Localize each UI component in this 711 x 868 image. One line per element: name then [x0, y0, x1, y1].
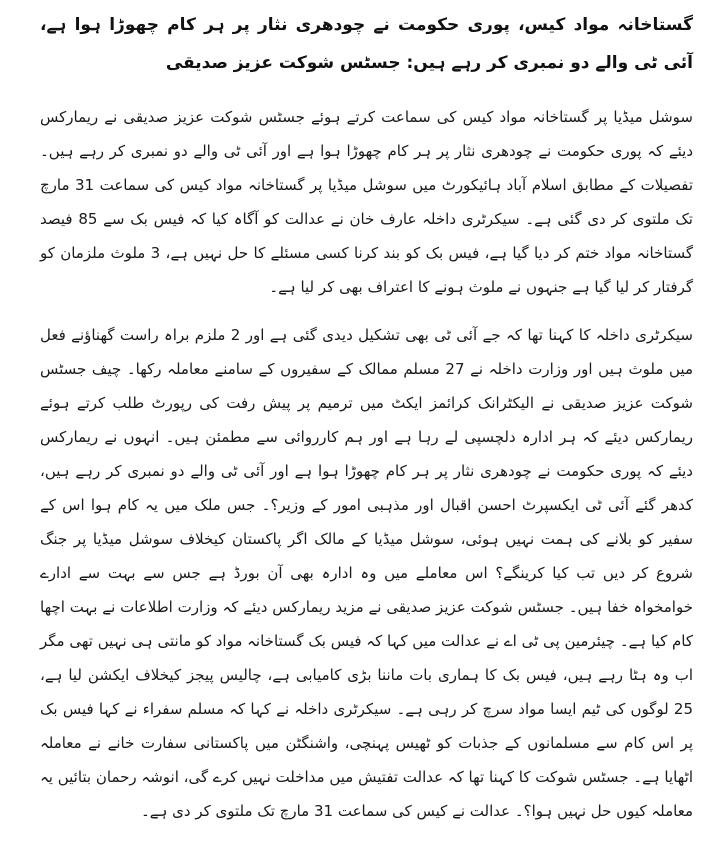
article-paragraph-1: سوشل میڈیا پر گستاخانہ مواد کیس کی سماعت کرتے ہوئے جسٹس شوکت عزیز صدیقی نے ریمارکس دیئے کہ پوری حکومت نے چودھری نثار پر ہر کام چھوڑا ہوا ہے اور آئی ٹی والے دو نمبری کر رہے ہیں۔ تفصیلات کے مطابق اسلام آباد ہائیکورٹ میں سوشل میڈیا پر گستاخانہ مواد کیس کی سماعت 31 مارچ تک ملتوی کر دی گئی ہے۔ سیکرٹری داخلہ عارف خان نے عدالت کو آگاہ کیا کہ فیس بک سے 85 فیصد گستاخانہ مواد ختم کر دیا گیا ہے، فیس بک کو بند کرنا کسی مسئلے کا حل نہیں ہے، 3 ملوث ملزمان کو گرفتار کر لیا گیا ہے جنہوں نے ملوث ہونے کا اعتراف بھی کر لیا ہے۔ [40, 108, 694, 296]
article-headline: گستاخانہ مواد کیس، پوری حکومت نے چودھری نثار پر ہر کام چھوڑا ہوا ہے، آئی ٹی والے دو نمبری کر رہے ہیں: جسٹس شوکت عزیز صدیقی [40, 15, 693, 73]
article [40, 6, 693, 862]
article-paragraph-2: سیکرٹری داخلہ کا کہنا تھا کہ جے آئی ٹی بھی تشکیل دیدی گئی ہے اور 2 ملزم براہ راست گھناؤنے فعل میں ملوث ہیں اور وزارت داخلہ نے 27 مسلم ممالک کے سفیروں کے سامنے معاملہ رکھا۔ چیف جسٹس شوکت عزیز صدیقی نے الیکٹرانک کرائمز ایکٹ میں ترمیم پر پیش رفت کی رپورٹ طلب کرتے ہوئے ریمارکس دیئے کہ ہر ادارہ دلچسپی لے رہا ہے اور ہم کارروائی سے مطمئن ہیں۔ انہوں نے ریمارکس دیئے کہ پوری حکومت نے چودھری نثار پر ہر کام چھوڑا ہوا ہے اور آئی ٹی والے دو نمبری کر رہے ہیں، کدھر گئے آئی ٹی ایکسپرٹ احسن اقبال اور مذہبی امور کے وزیر؟۔ جس ملک میں یہ کام ہوا اس کے سفیر کو بلانے کی ہمت نہیں ہوئی، سوشل میڈیا کے مالک اگر پاکستان کیخلاف سوشل میڈیا پر جنگ شروع کر دیں تب کیا کرینگے؟ اس معاملے میں وہ ادارہ بھی آن بورڈ ہے جس سے بہت سے ادارے خوامخواہ خفا ہیں۔ جسٹس شوکت عزیز صدیقی نے مزید ریمارکس دیئے کہ وزارت اطلاعات نے بہت اچھا کام کیا ہے۔ چیئرمین پی ٹی اے نے عدالت میں کہا کہ فیس بک گستاخانہ مواد کو مانتی ہی نہیں تھی مگر اب وہ ہٹا رہے ہیں، فیس بک کا ہماری بات ماننا بڑی کامیابی ہے، چالیس پیجز کیخلاف ایکشن لیا ہے، 25 لوگوں کی ٹیم ایسا مواد سرچ کر رہی ہے۔ سیکرٹری داخلہ نے کہا کہ مسلم سفراء نے کہا فیس بک پر اس کام سے مسلمانوں کے جذبات کو ٹھیس پہنچی، واشنگٹن میں پاکستانی سفارت خانے نے معاملہ اٹھایا ہے۔ جسٹس شوکت کا کہنا تھا کہ عدالت تفتیش میں مداخلت نہیں کرے گی، انوشہ رحمان بتائیں یہ معاملہ کیوں حل نہیں ہوا؟۔ عدالت نے کیس کی سماعت 31 مارچ تک ملتوی کر دی ہے۔ [39, 326, 693, 820]
